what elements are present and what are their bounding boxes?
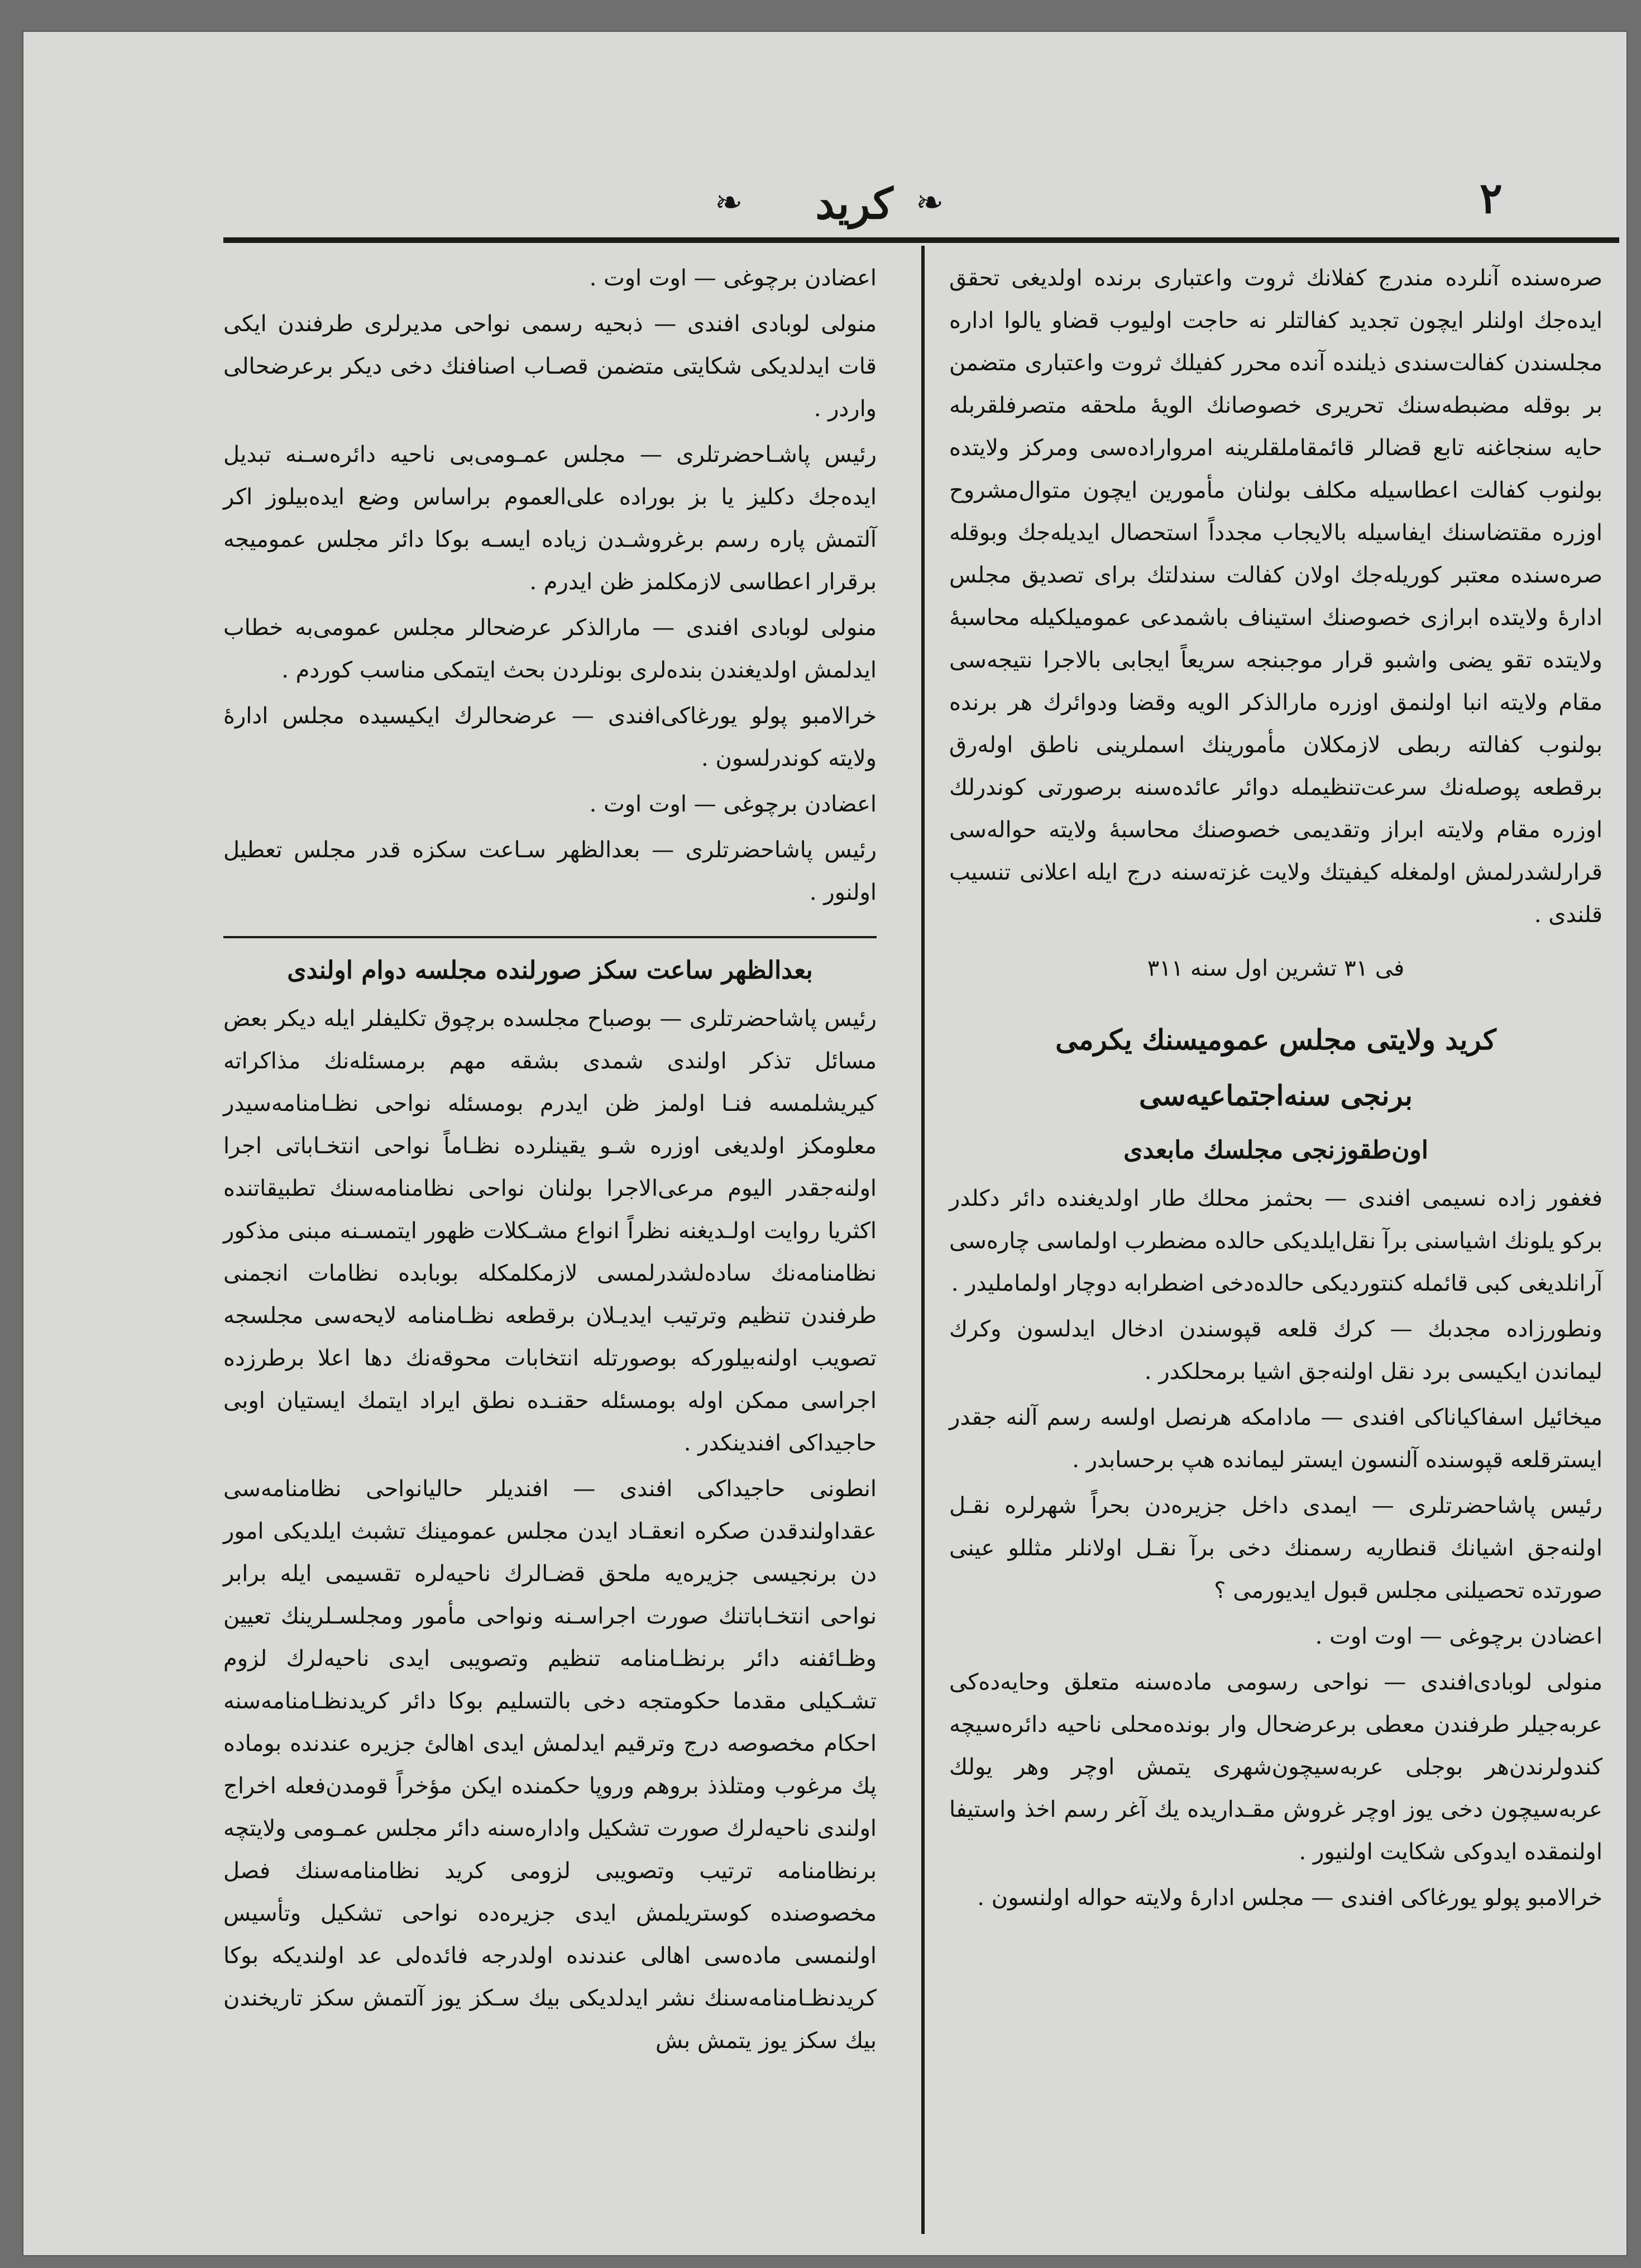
article-paragraph: خرالامبو پولو يورغاكی‌افندی — عرضحالرك ايكيسيده مجلس ادارهٔ ولايته كوندرلسون . [223, 703, 877, 771]
article-paragraph: ميخائيل اسفاكياناكی افندی — مادامكه هرنصل اولسه رسم آلنه جقدر ايسترقلعه قپوسنده آلنسون ايستر ليمانده هپ برحسابدر . [949, 1405, 1602, 1473]
masthead [223, 168, 1619, 235]
article-paragraph: صره‌سنده آنلرده مندرج كفلانك ثروت واعتباری برنده اولديغی تحقق ايده‌جك اولنلر ايچون تجديد كفالتلر نه حاجت اوليوب قضاو يالوا اداره مجلسندن كفالت‌سندی ذيلنده آنده محرر كفيلك ثروت واعتباری متضمن بر بوقله مضبطه‌سنك تحريری خصوصانك الويهٔ ملحقه متصرفلقربله حايه سنجاغنه تابع قضالر قائمقاملقلرينه امرواراده‌سی ومركز ولايتده بولنوب كفالت اعطاسيله مكلف بولنان مأمورين ايچون متوال‌مشروح اوزره مقتضاسنك ايفاسيله بالايجاب مجدداً استحصال ايديله‌جك وبوقله صره‌سنده معتبر كوريله‌جك اولان كفالت سندلتك برای تصديق مجلس ادارهٔ ولايتده ابرازی خصوصنك استيناف باشمدعی عموميلكيله محاسبهٔ ولايتده تقو يضی واشبو قرار موجبنجه سريعاً ايجابی بالاجرا نتيجه‌سی مقام ولايته انبا اولنمق اوزره مارالذكر الويه وقضا ودوائرك هر برنده بولنوب كفالته ربطی لازمكلان مأمورينك اسملرينی ناطق اوله‌رق برقطعه پوصله‌نك سرعت‌تنظيمله دوائر عائده‌سنه برصورتی كوندرلك اوزره مقام ولايته ابراز وتقديمی خصوصنك محاسبهٔ ولايته حواله‌سی قرارلشدرلمش اولمغله كيفيتك ولايت غزته‌سنه درج ايله اعلانی تنسيب قلندی . [949, 265, 1602, 928]
article-date: فی ۳۱ تشرين اول سنه ۳۱۱ [1147, 956, 1405, 981]
article-paragraph: ونطورزاده مجدبك — كرك قلعه قپوسندن ادخال ايدلسون وكرك ليماندن ايكيسی برد نقل اولنه‌جق اشيا برمحلكدر . [949, 1316, 1602, 1384]
article-paragraph: رئيس پاشاحضرتلری — بعدالظهر سـاعت سكزه قدر مجلس تعطيل اولنور . [223, 837, 877, 905]
page-number: ۲ [1480, 173, 1503, 223]
article-paragraph: منولی لوبادی افندی — ذبحيه رسمی نواحی مديرلری طرفندن ايكی قات ايدلديكی شكايتی متضمن قصـاب اصنافنك دخی ديكر برعرضحالی واردر . [223, 311, 877, 422]
column-divider [921, 246, 925, 2234]
section-divider [223, 936, 877, 938]
article-paragraph: اعضادن برچوغی — اوت اوت . [1315, 1624, 1602, 1649]
session-heading: بعدالظهر ساعت سكز صورلنده مجلسه دوام اولندی [287, 956, 813, 985]
header-rule [223, 237, 1619, 243]
left-column [223, 257, 877, 2065]
session-subheading: اون‌طقوزنجی مجلسك مابعدی [1123, 1136, 1428, 1164]
article-paragraph: رئيس پاشـاحضرتلری — مجلس عمـومی‌بی ناحيه دائره‌سـنه تبديل ايده‌جك دكليز يا بز بوراده علی‌العموم براساس وضع ايده‌بيلوز اكر آلتمش پاره رسم برغروشـدن زياده ايسـه بوكا دائر مجلس عموميجه برقرار اعطاسی لازمكلمز ظن ايدرم . [223, 442, 877, 595]
newspaper-title: كريد [815, 179, 893, 228]
ornament-left: ❧ [715, 183, 743, 222]
article-paragraph: انطونی حاجيداكی افندی — افنديلر حاليانواحی‌ نظامنامه‌سی عقداولندقدن صكره انعقـاد ايدن مجلس عمومينك تشبث ايلديكی امور دن برنجيسی جزيره‌يه ملحق قضـالرك ناحيه‌لره تقسيمی ايله برابر نواحی انتخـاباتنك صورت اجراسـنه ونواحی مأمور ومجلسـلرينك تعيين وظـائفنه دائر برنظـامنامه تنظيم وتصويبی ايدی ناحيه‌لرك لزوم تشـكيلی مقدما حكومتجه دخی بالتسليم بوكا دائر كريدنظـامنامه‌سنه احكام مخصوصه درج وترقيم ايدلمش ايدی اهالئ جزيره عندنده بوماده پك مرغوب ومتلذذ بروهم وروپا حكمنده ايكن مؤخراً قومدن‌فعله اخراج اولندی ناحيه‌لرك صورت تشكيل واداره‌سنه دائر مجلس عمـومی ولايتچه برنظامنامه ترتيب وتصويبی لزومی كريد نظامنامه‌سنك فصل مخصوصنده كوستريلمش ايدی جزيره‌ده نواحی تشكيل وتأسيس اولنمسی ماده‌سی اهالی عندنده اولدرجه فائده‌لی عد اولنديكه بوكا كريدنظـامنامه‌سنك نشر ايدلديكی بيك سـكز يوز آلتمش سكز تاريخندن بيك سكز يوز يتمش بش [223, 1476, 877, 2054]
section-heading-line-2: برنجی سنه‌اجتماعيه‌سی [1139, 1079, 1413, 1112]
article-paragraph: رئيس پاشاحضرتلری — بوصباح مجلسده برچوق تكليفلر ايله ديكر بعض مسائل تذكر اولندی شمدی بشقه مهم برمسئله‌نك مذاكراته كيريشلمسه فنـا اولمز ظن ايدرم بومسئله نواحی نظـامنامه‌سيدر معلومكز اولديغی اوزره شـو يقينلرده نظـاماً نواحی انتخـاباتی اجرا اولنه‌جقدر اليوم مرعی‌الاجرا بولنان نواحی نظامنامه‌سنك تطبيقاتنده اكثريا روايت اولـديغنه نظراً انواع مشـكلات ظهور ايتمسـنه مبنی مذكور نظامنامه‌نك ساده‌لشدرلمسی لازمكلمكله بوبابده نظامات انجمنی طرفندن تنظيم وترتيب ايديـلان برقطعه نظـامنامه لايحه‌سی مجلسجه تصويب اولنه‌بيلوركه بوصورتله انتخابات محوقه‌نك دها اعلا برطرزده اجراسی ممكن اوله بومسئله حقنـده نطق ايراد ايتمك ايستيان اوبی حاجيداكی افندينكدر . [223, 1006, 877, 1456]
article-paragraph: رئيس پاشاحضرتلری — ايمدی داخل جزيره‌دن بحراً شهرلره نقـل اولنه‌جق اشيانك قنطاريه رسمنك دخی برآ نقـل اولانلر مثللو عينی صورتده تحصيلنی مجلس قبول ايديورمی ؟ [949, 1493, 1602, 1603]
article-paragraph: منولی لوبادی افندی — مارالذكر عرضحالر مجلس عمومی‌به خطاب ايدلمش اولديغندن بنده‌لری بونلردن بحث ايتمكی مناسب كوردم . [223, 615, 877, 683]
page-content [223, 168, 1619, 2245]
article-paragraph: منولی لوبادی‌افندی — نواحی رسومی ماده‌سنه متعلق وحايه‌ده‌كی عربه‌جيلر طرفندن معطی برعرضحال وار بونده‌محلی ناحيه دائره‌سيچه كندولرندن‌هر بوجلی عربه‌سيچون‌شهری يتمش اوچر وهر يولك عربه‌سيچون دخی يوز اوچر غروش مقـداریده يك آغر رسم اخذ واستيفا اولنمقده ايدوكی شكايت اولنيور . [949, 1669, 1602, 1865]
article-paragraph: اعضادن برچوغی — اوت اوت . [589, 791, 877, 817]
ornament-right: ❧ [916, 183, 944, 222]
section-heading-line-1: كريد ولايتی مجلس عموميسنك يكرمی [1055, 1023, 1496, 1056]
right-column [949, 257, 1602, 1922]
article-paragraph: فغفور زاده نسيمی افندی — بحثمز محلك طار اولديغنده دائر دكلدر بركو يلونك اشياسنی برآ نقل‌ايلديكی حالده مضطرب اولماسی چاره‌سی آرانلديغی كبی قائمله كنتوردیكی حالده‌دخی اضطرابه دوچار اولماملیدر . [949, 1186, 1602, 1296]
article-paragraph: خرالامبو پولو يورغاكی افندی — مجلس ادارهٔ ولايته حواله اولنسون . [977, 1885, 1602, 1911]
article-paragraph: اعضادن برچوغی — اوت اوت . [589, 265, 877, 291]
